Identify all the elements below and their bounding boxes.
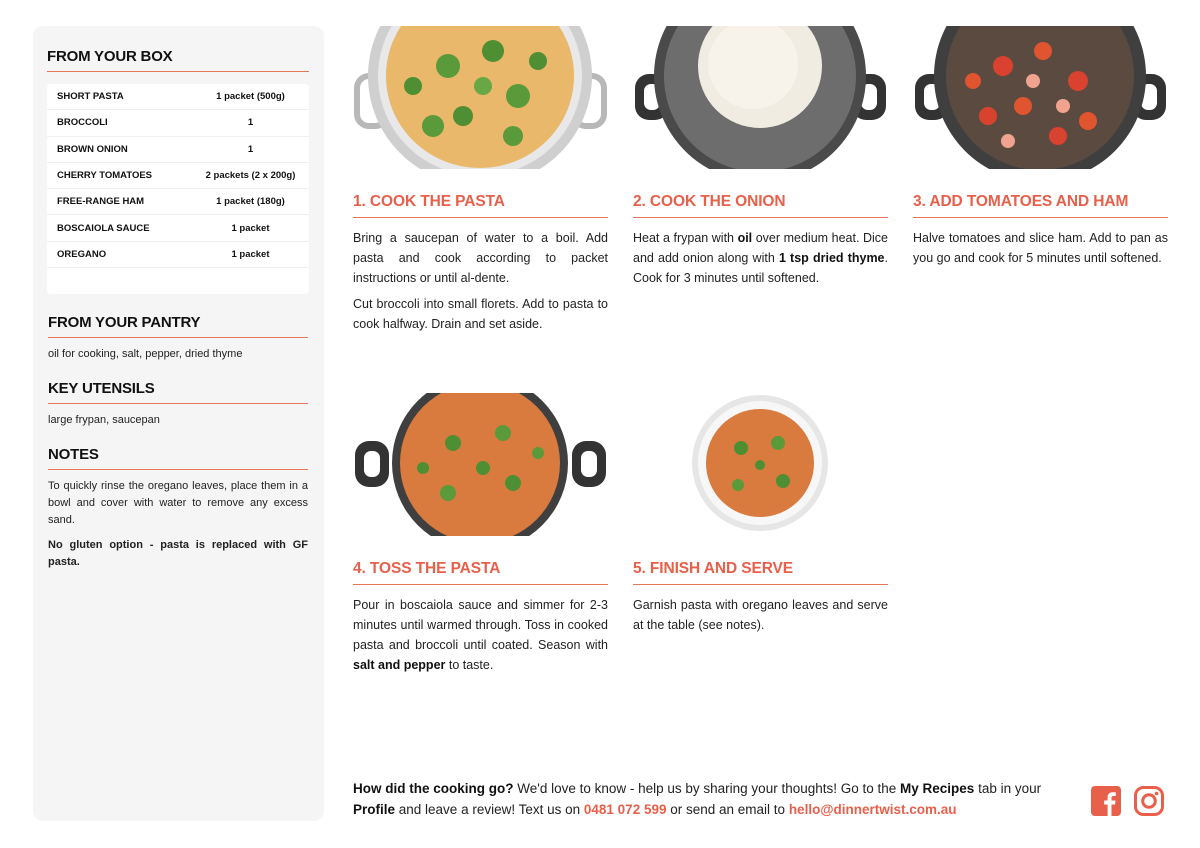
ingredient-row <box>47 137 309 163</box>
ingredient-qty: 1 <box>247 143 254 155</box>
step-4-text-part: to taste. <box>445 658 494 672</box>
notes-section <box>48 446 308 571</box>
step-2-text <box>633 228 888 288</box>
step-4-text <box>353 595 608 675</box>
footer-my-recipes: My Recipes <box>900 781 975 796</box>
ingredient-qty: 1 packet (500g) <box>216 91 285 103</box>
instagram-icon[interactable] <box>1133 785 1165 817</box>
pantry-section <box>48 314 308 363</box>
ingredient-name: OREGANO <box>57 248 107 260</box>
ingredient-qty: 1 packet <box>231 248 270 260</box>
utensils-text: large frypan, saucepan <box>48 414 160 426</box>
step-5-text: Garnish pasta with oregano leaves and serve at the table (see notes). <box>633 598 888 632</box>
step-2-text-part: over medium heat. Dice and add onion along with <box>633 231 888 265</box>
ingredient-name: CHERRY TOMATOES <box>57 170 153 182</box>
sidebar <box>33 26 324 821</box>
ingredient-row <box>47 189 309 215</box>
notes-text: To quickly rinse the oregano leaves, place them in a bowl and cover with water to remove any excess sand. <box>48 480 308 526</box>
step-4 <box>353 393 608 675</box>
ingredient-qty: 1 packet (180g) <box>216 196 285 208</box>
footer-text: and leave a review! Text us on <box>395 802 584 817</box>
step-4-text-part: Pour in boscaiola sauce and simmer for 2-3 minutes until warmed through. Toss in cooked pasta and broccoli until coated. Season with <box>353 598 608 652</box>
utensils-title: KEY UTENSILS <box>48 380 308 404</box>
ingredient-qty: 1 packet <box>231 222 270 234</box>
step-5-title: 5. FINISH AND SERVE <box>633 560 888 585</box>
ingredient-name: FREE-RANGE HAM <box>57 196 145 208</box>
step-2-oil: oil <box>737 231 753 245</box>
step-2-text-part: . Cook for 3 minutes until softened. <box>633 251 888 285</box>
step-3-text: Halve tomatoes and slice ham. Add to pan as you go and cook for 5 minutes until softened. <box>913 231 1168 265</box>
notes-title: NOTES <box>48 446 308 470</box>
footer-question: How did the cooking go? <box>353 781 514 796</box>
facebook-icon[interactable] <box>1090 785 1122 817</box>
ingredients-table <box>47 84 309 294</box>
step-2-text-part: Heat a frypan with <box>633 231 738 245</box>
step-4-title: 4. TOSS THE PASTA <box>353 560 608 585</box>
step-1-title: 1. COOK THE PASTA <box>353 193 608 218</box>
step-1 <box>353 26 608 334</box>
pantry-text: oil for cooking, salt, pepper, dried thyme <box>48 348 243 360</box>
ingredient-name: SHORT PASTA <box>57 91 124 103</box>
notes-gluten-option: No gluten option - pasta is replaced with GF pasta. <box>48 539 308 568</box>
from-your-box-title: FROM YOUR BOX <box>47 48 309 72</box>
step-1-text-2: Cut broccoli into small florets. Add to pasta to cook halfway. Drain and set aside. <box>353 297 608 331</box>
footer-text: or send an email to <box>666 802 789 817</box>
ingredient-qty: 1 <box>247 117 254 129</box>
step-2-thyme: 1 tsp dried thyme <box>778 251 885 265</box>
step-2-title: 2. COOK THE ONION <box>633 193 888 218</box>
step-4-image <box>353 393 608 536</box>
ingredient-qty: 2 packets (2 x 200g) <box>205 170 296 182</box>
footer-phone-link[interactable]: 0481 072 599 <box>583 802 667 817</box>
step-5-image <box>633 393 888 536</box>
footer-email-link[interactable]: hello@dinnertwist.com.au <box>788 802 957 817</box>
footer-text: tab in your <box>974 781 1042 796</box>
ingredient-name: BOSCAIOLA SAUCE <box>57 222 150 234</box>
footer-profile: Profile <box>353 802 396 817</box>
ingredient-row <box>47 242 309 268</box>
utensils-section <box>48 380 308 429</box>
step-5 <box>633 393 888 635</box>
step-2-image <box>633 26 888 169</box>
pantry-title: FROM YOUR PANTRY <box>48 314 308 338</box>
step-4-salt-pepper: salt and pepper <box>353 658 446 672</box>
ingredient-name: BROWN ONION <box>57 143 128 155</box>
ingredient-row <box>47 163 309 189</box>
ingredient-row <box>47 215 309 241</box>
step-3-title: 3. ADD TOMATOES AND HAM <box>913 193 1168 218</box>
footer-text: We'd love to know - help us by sharing your thoughts! Go to the <box>513 781 901 796</box>
ingredient-row <box>47 110 309 136</box>
ingredient-row <box>47 84 309 110</box>
step-1-text-1: Bring a saucepan of water to a boil. Add pasta and cook according to packet instructions or until al-dente. <box>353 231 608 285</box>
footer-feedback <box>353 778 1078 820</box>
step-3-image <box>913 26 1168 169</box>
step-2 <box>633 26 888 288</box>
ingredient-name: BROCCOLI <box>57 117 108 129</box>
step-3 <box>913 26 1168 268</box>
step-1-image <box>353 26 608 169</box>
